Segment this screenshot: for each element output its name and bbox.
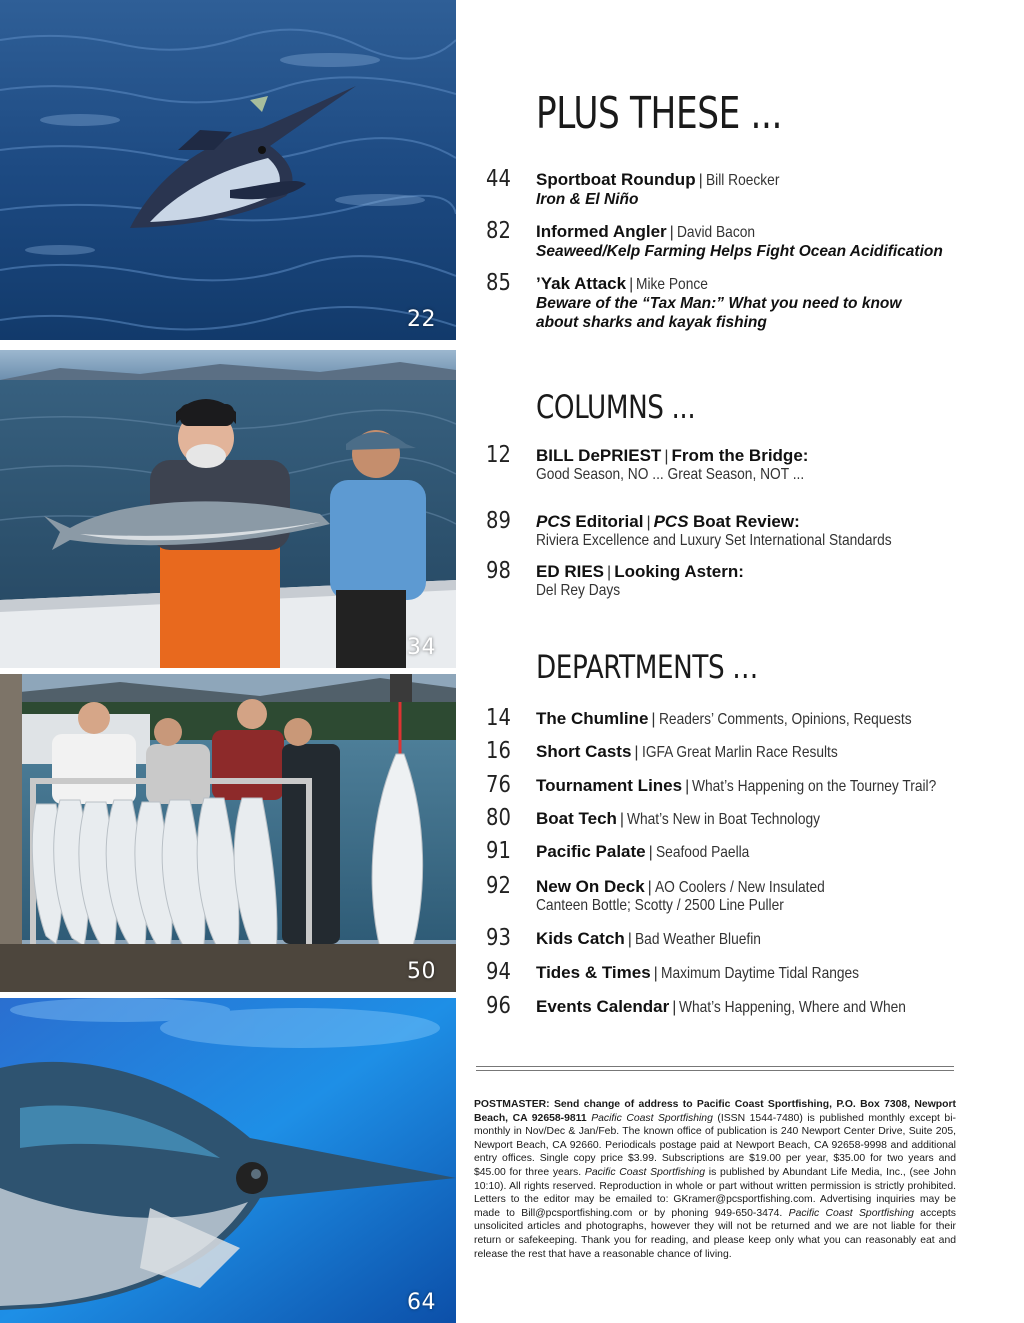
article-author: David Bacon (676, 224, 755, 241)
column-subtitle: Good Season, NO ... Great Season, NOT ... (536, 466, 805, 483)
marlin-jumping-image (0, 0, 456, 340)
separator: | (627, 931, 632, 948)
department-subtitle: IGFA Great Marlin Race Results (641, 744, 838, 761)
column-subtitle: Del Rey Days (536, 582, 621, 599)
postmaster-lead: POSTMASTER: Send change of address to Pacific Coast Sportfishing, P.O. Box 7308, Newport Beach, CA 92658-9811 (474, 1099, 956, 1124)
plus-these-heading: PLUS THESE ... (536, 88, 783, 139)
department-subtitle: Bad Weather Bluefin (634, 931, 761, 948)
photo-marlin-underwater (0, 998, 456, 1323)
separator: | (647, 879, 652, 896)
page-number: 82 (486, 218, 511, 244)
column-name: From the Bridge: (671, 446, 809, 465)
department-title: New On Deck (536, 877, 645, 896)
separator: | (653, 965, 658, 982)
separator: | (669, 224, 674, 241)
page-number: 93 (486, 925, 511, 951)
department-title: Tournament Lines (536, 776, 683, 795)
photo-salmon-catch (0, 350, 456, 668)
page-number-50: 50 (407, 959, 436, 984)
department-title: Pacific Palate (536, 842, 646, 861)
page-number-64: 64 (407, 1290, 436, 1315)
marlin-underwater-image (0, 998, 456, 1323)
department-subtitle: What’s Happening on the Tourney Trail? (692, 778, 937, 795)
columns-heading: COLUMNS ... (536, 388, 696, 426)
department-subtitle: Readers’ Comments, Opinions, Requests (658, 711, 912, 728)
column-author: ED RIES (536, 562, 605, 581)
article-title: Sportboat Roundup (536, 170, 696, 189)
department-title: Tides & Times (536, 963, 651, 982)
separator: | (664, 448, 669, 465)
column-author-brand: PCS (536, 512, 571, 531)
separator: | (698, 172, 703, 189)
separator: | (607, 564, 612, 581)
postmaster-text-3: accepts unsolicited articles and photographs, however they will not be returned and we are not liable for their return or safekeeping. Thank you for reading, and please keep only what you can reasonably eat and release the rest that have a reasonable chance of living. (474, 1207, 956, 1260)
photo-halibut-dock (0, 674, 456, 992)
page-number: 16 (486, 738, 511, 764)
page-number: 94 (486, 959, 511, 985)
column-name: Boat Review: (693, 512, 800, 531)
separator: | (629, 276, 634, 293)
article-title: Informed Angler (536, 222, 667, 241)
department-title: Boat Tech (536, 809, 617, 828)
postmaster-text-2: is published by Abundant Life Media, Inc., (see John 10:10). All rights reserved. Reproduction in whole or part without written permission is strictly prohibited. Letters to the editor may be emailed to: GKramer@pcsportfishing.com. Advertising inquiries may be made to Bill@pcsportfishing.com or by phoning 949-650-3474. (474, 1166, 956, 1219)
page-number-22: 22 (407, 307, 436, 332)
separator: | (685, 778, 690, 795)
column-subtitle: Riviera Excellence and Luxury Set International Standards (536, 532, 892, 549)
magazine-name: Pacific Coast Sportfishing (584, 1166, 706, 1178)
page-number: 92 (486, 873, 511, 899)
column-name: Looking Astern: (614, 562, 744, 581)
column-author: Editorial (575, 512, 644, 531)
page-number: 89 (486, 508, 511, 534)
divider-bottom (476, 1070, 954, 1071)
article-subtitle: Iron & El Niño (536, 191, 639, 208)
photo-marlin-jumping (0, 0, 456, 340)
divider-top (476, 1066, 954, 1067)
department-subtitle-line-2: Canteen Bottle; Scotty / 2500 Line Puller (536, 897, 784, 914)
magazine-name: Pacific Coast Sportfishing (788, 1207, 914, 1219)
article-subtitle: Seaweed/Kelp Farming Helps Fight Ocean Acidification (536, 243, 943, 260)
separator: | (619, 811, 625, 828)
department-title: Short Casts (536, 742, 632, 761)
department-subtitle: Maximum Daytime Tidal Ranges (660, 965, 859, 982)
article-author: Bill Roecker (705, 172, 780, 189)
halibut-dock-image (0, 674, 456, 992)
department-subtitle: What’s Happening, Where and When (679, 999, 907, 1016)
column-name-brand: PCS (653, 512, 689, 531)
page-number: 96 (486, 993, 511, 1019)
department-subtitle: AO Coolers / New Insulated (654, 879, 825, 896)
separator: | (648, 844, 653, 861)
page-number: 80 (486, 805, 511, 831)
separator: | (634, 744, 639, 761)
department-subtitle: Seafood Paella (655, 844, 750, 861)
separator: | (672, 999, 677, 1016)
article-author: Mike Ponce (636, 276, 709, 293)
page-number: 85 (486, 270, 511, 296)
separator: | (651, 711, 656, 728)
article-subtitle-line-1: Beware of the “Tax Man:” What you need to know (536, 295, 902, 312)
article-title: ’Yak Attack (536, 274, 627, 293)
page-number: 12 (486, 442, 511, 468)
separator: | (646, 514, 651, 531)
magazine-name: Pacific Coast Sportfishing (591, 1112, 713, 1124)
page-number: 44 (486, 166, 511, 192)
page-number: 91 (486, 838, 511, 864)
page-number: 76 (486, 772, 511, 798)
department-title: Events Calendar (536, 997, 670, 1016)
page-number-34: 34 (407, 635, 436, 660)
page-number: 98 (486, 558, 511, 584)
postmaster-text-1: (ISSN 1544-7480) is published monthly except bi-monthly in Nov/Dec & Jan/Feb. The known office of publication is 240 Newport Center Drive, Suite 205, Newport Beach, CA 92660. Periodicals postage paid at Newport Beach, CA 92658-9998 and additional entry offices. Single copy price $3.99. Subscriptions are $19.00 per year, $35.00 for two years and $45.00 for three years. (474, 1112, 956, 1178)
column-author: BILL DePRIEST (536, 446, 662, 465)
department-subtitle: What’s New in Boat Technology (627, 811, 821, 828)
department-title: The Chumline (536, 709, 649, 728)
postmaster-notice (474, 1098, 956, 1261)
salmon-catch-image (0, 350, 456, 668)
article-subtitle-line-2: about sharks and kayak fishing (536, 314, 767, 331)
departments-heading: DEPARTMENTS … (536, 648, 759, 686)
page-number: 14 (486, 705, 511, 731)
department-title: Kids Catch (536, 929, 625, 948)
